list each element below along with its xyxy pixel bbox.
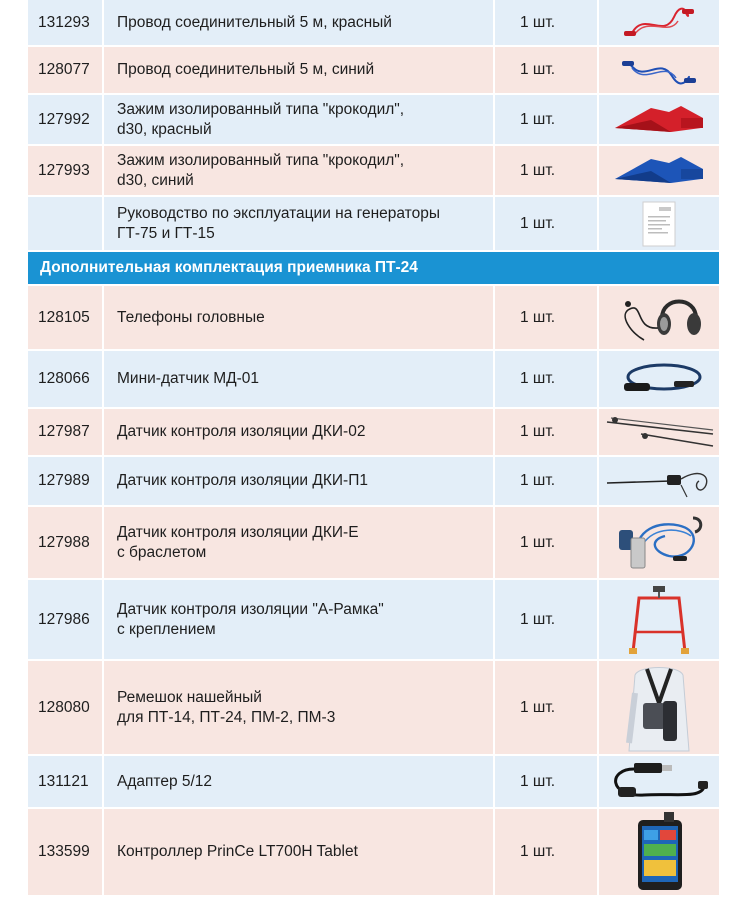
item-code: 128105	[28, 286, 104, 349]
item-code: 127986	[28, 580, 104, 659]
item-name: Зажим изолированный типа "крокодил", d30, красный	[104, 95, 495, 144]
item-code: 131293	[28, 0, 104, 45]
usb-adapter-icon	[599, 756, 719, 807]
item-quantity: 1 шт.	[495, 457, 599, 505]
item-code: 128066	[28, 351, 104, 407]
item-name: Датчик контроля изоляции ДКИ-Е с браслетом	[104, 507, 495, 578]
item-name: Мини-датчик МД-01	[104, 351, 495, 407]
item-name: Телефоны головные	[104, 286, 495, 349]
item-code: 128080	[28, 661, 104, 754]
blue-crocodile-clip-icon	[599, 146, 719, 195]
item-quantity: 1 шт.	[495, 47, 599, 93]
item-quantity: 1 шт.	[495, 197, 599, 250]
item-code: 133599	[28, 809, 104, 895]
neck-strap-icon	[599, 661, 719, 754]
table-row	[28, 507, 719, 580]
table-row	[28, 661, 719, 756]
item-name: Контроллер PrinCe LT700H Tablet	[104, 809, 495, 895]
item-name: Адаптер 5/12	[104, 756, 495, 807]
probe-rods-icon	[599, 409, 719, 455]
table-row	[28, 580, 719, 661]
item-quantity: 1 шт.	[495, 146, 599, 195]
table-row	[28, 286, 719, 351]
item-name: Ремешок нашейный для ПТ-14, ПТ-24, ПМ-2, ПМ-3	[104, 661, 495, 754]
item-name: Датчик контроля изоляции "А-Рамка" с креплением	[104, 580, 495, 659]
item-name: Датчик контроля изоляции ДКИ-02	[104, 409, 495, 455]
table-row	[28, 351, 719, 409]
item-quantity: 1 шт.	[495, 95, 599, 144]
table-row	[28, 0, 719, 47]
item-quantity: 1 шт.	[495, 580, 599, 659]
table-row	[28, 756, 719, 809]
item-quantity: 1 шт.	[495, 756, 599, 807]
table-row	[28, 146, 719, 197]
item-code: 128077	[28, 47, 104, 93]
section-header: Дополнительная комплектация приемника ПТ-24	[28, 252, 719, 286]
item-quantity: 1 шт.	[495, 809, 599, 895]
a-frame-icon	[599, 580, 719, 659]
item-quantity: 1 шт.	[495, 507, 599, 578]
table-row	[28, 95, 719, 146]
red-crocodile-clip-icon	[599, 95, 719, 144]
table-row	[28, 409, 719, 457]
item-code: 127988	[28, 507, 104, 578]
tablet-icon	[599, 809, 719, 895]
table-row	[28, 457, 719, 507]
red-wire-icon	[599, 0, 719, 45]
mini-sensor-icon	[599, 351, 719, 407]
bracelet-sensor-icon	[599, 507, 719, 578]
item-quantity: 1 шт.	[495, 661, 599, 754]
item-name: Датчик контроля изоляции ДКИ-П1	[104, 457, 495, 505]
headphones-icon	[599, 286, 719, 349]
probe-single-icon	[599, 457, 719, 505]
table-row	[28, 809, 719, 897]
item-quantity: 1 шт.	[495, 409, 599, 455]
table-row	[28, 47, 719, 95]
item-code: 127987	[28, 409, 104, 455]
item-quantity: 1 шт.	[495, 286, 599, 349]
item-name: Руководство по эксплуатации на генераторы ГТ-75 и ГТ-15	[104, 197, 495, 250]
item-code	[28, 197, 104, 250]
item-name: Зажим изолированный типа "крокодил", d30, синий	[104, 146, 495, 195]
item-code: 127992	[28, 95, 104, 144]
item-name: Провод соединительный 5 м, синий	[104, 47, 495, 93]
equipment-table	[28, 0, 719, 897]
item-code: 131121	[28, 756, 104, 807]
item-name: Провод соединительный 5 м, красный	[104, 0, 495, 45]
item-code: 127993	[28, 146, 104, 195]
manual-document-icon	[599, 197, 719, 250]
item-quantity: 1 шт.	[495, 0, 599, 45]
item-code: 127989	[28, 457, 104, 505]
table-row	[28, 197, 719, 252]
item-quantity: 1 шт.	[495, 351, 599, 407]
blue-wire-icon	[599, 47, 719, 93]
